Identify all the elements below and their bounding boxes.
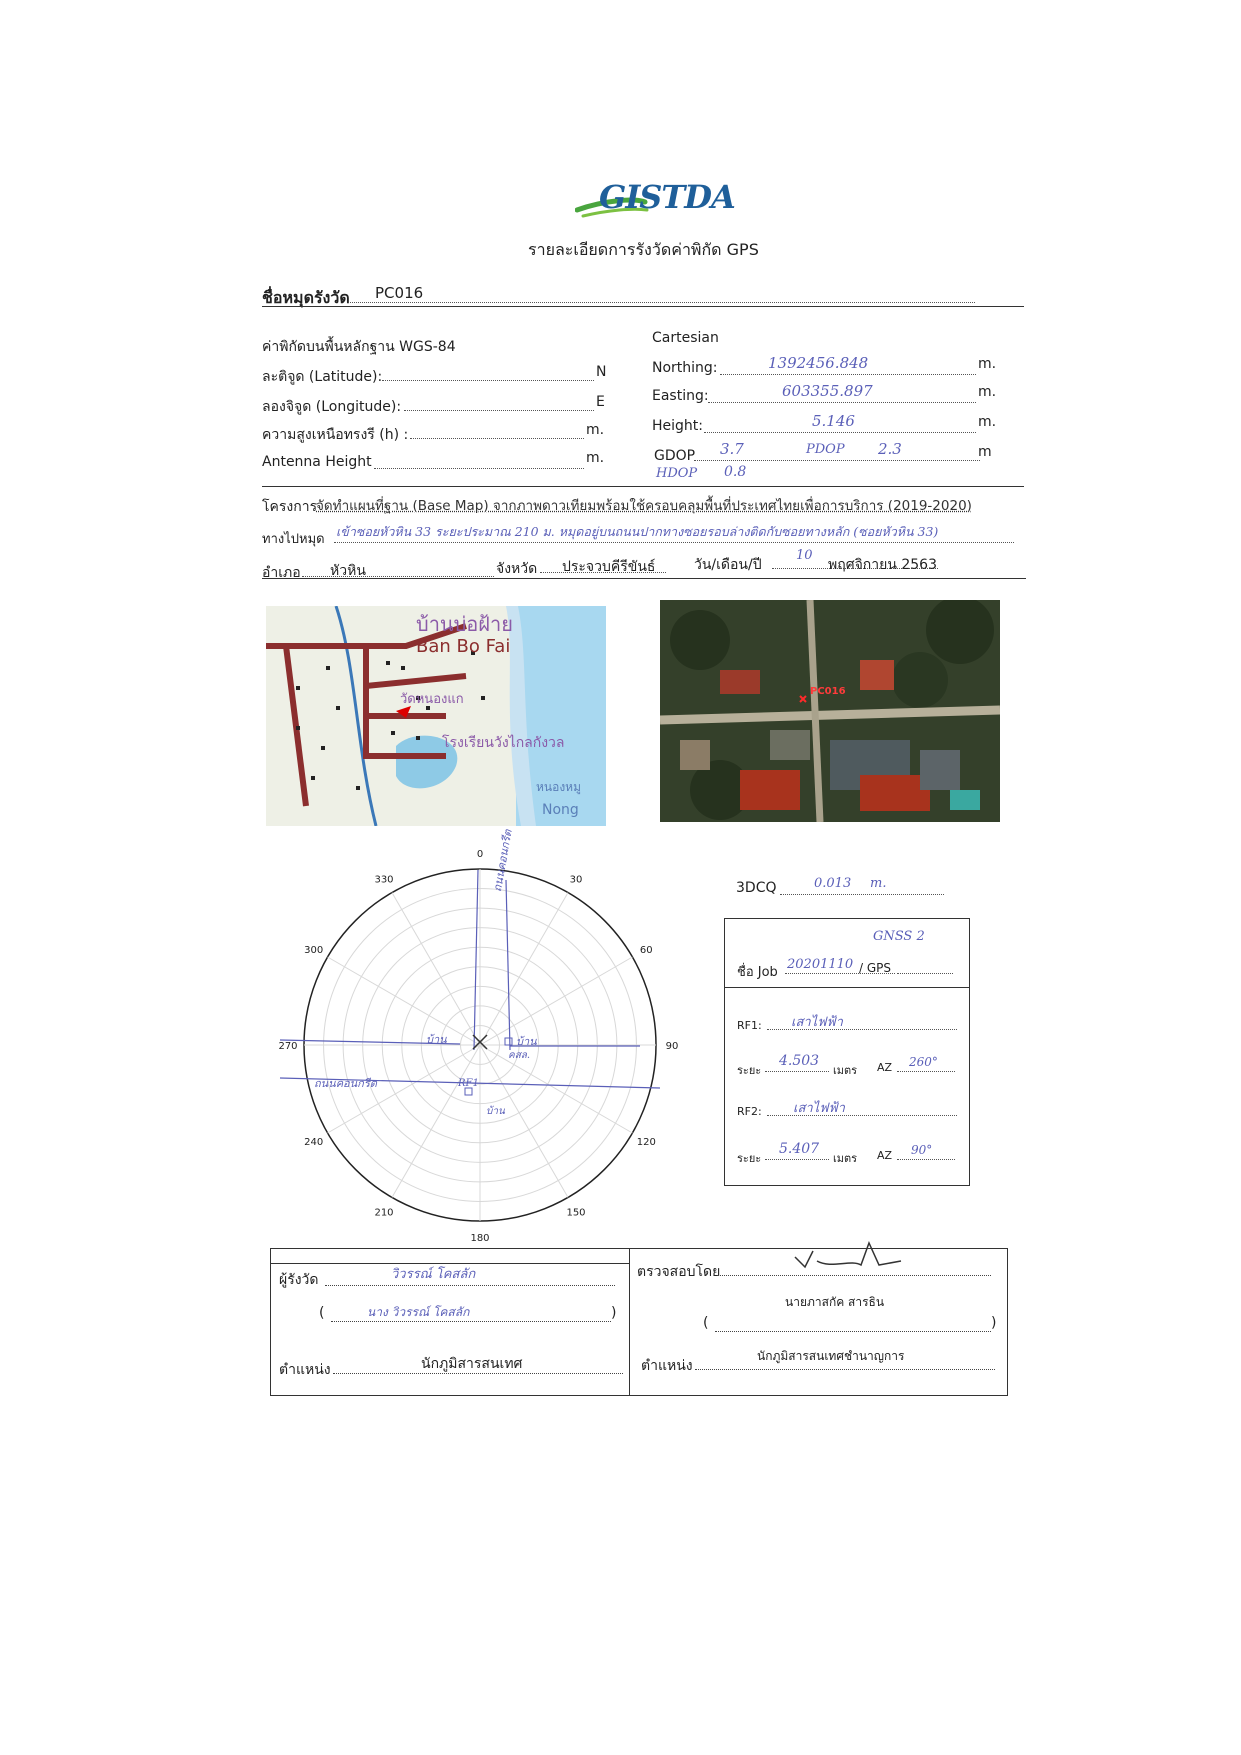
note-rf1: RF1 (458, 1078, 479, 1089)
polar-tick-label: 30 (569, 874, 583, 886)
map-village-th: บ้านบ่อฝ้าย (416, 612, 513, 636)
checker-position-label: ตำแหน่ง (641, 1358, 693, 1374)
rf2-label: RF2: (737, 1105, 762, 1118)
map-pond-th: หนองหมู (536, 780, 581, 794)
d2-label: ระยะ (737, 1152, 762, 1165)
az2-value: 90° (911, 1143, 933, 1157)
checker-label: ตรวจสอบโดย (637, 1264, 721, 1280)
logo-text: GISTDA (599, 178, 735, 216)
antenna-unit: m. (586, 450, 605, 466)
polar-tick-label: 150 (566, 1207, 586, 1219)
sketch-road-line (506, 880, 510, 1050)
surveyor-position: นักภูมิสารสนเทศ (421, 1356, 523, 1372)
note-road-left: ถนนคอนกรีต (314, 1077, 377, 1090)
district-label: อำเภอ (262, 565, 301, 581)
job-value: 20201110 (787, 957, 854, 972)
hdop-value: 0.8 (724, 464, 747, 480)
sat-point-label: PC016 (810, 686, 846, 697)
gps-label: / GPS (859, 961, 892, 975)
height-unit: m. (978, 414, 997, 430)
dcq-value: 0.013 (814, 876, 852, 891)
h-unit: m. (586, 422, 605, 438)
polar-tick-label: 180 (470, 1233, 490, 1244)
cartesian-heading: Cartesian (652, 330, 719, 346)
rf1-value: เสาไฟฟ้า (791, 1015, 843, 1030)
rf1-label: RF1: (737, 1019, 762, 1032)
station-label: ชื่อหมุดรังวัด (262, 288, 350, 307)
dcq-unit: m. (870, 876, 887, 891)
hdop-label: HDOP (656, 466, 698, 481)
surveyor-label: ผู้รังวัด (279, 1272, 319, 1288)
gdop-value: 3.7 (720, 440, 744, 458)
d2-unit: เมตร (833, 1152, 858, 1165)
polar-tick-label: 0 (476, 850, 484, 860)
lat-unit: N (596, 364, 607, 380)
az1-value: 260° (909, 1055, 938, 1069)
map-school: โรงเรียนวังไกลกังวล (442, 735, 565, 751)
date-rest: พฤศจิกายน 2563 (828, 557, 937, 573)
antenna-label: Antenna Height (262, 454, 372, 470)
easting-value: 603355.897 (782, 382, 873, 400)
sketch-rf2-marker (505, 1038, 512, 1045)
height-value: 5.146 (812, 412, 855, 430)
az2-label: AZ (877, 1149, 893, 1162)
polar-tick-label: 270 (278, 1041, 298, 1052)
polar-tick-label: 60 (639, 945, 653, 956)
d2-value: 5.407 (779, 1141, 820, 1157)
surveyor-signature: วิวรรณ์ โคสลัก (391, 1267, 476, 1282)
map-temple: วัดหนองแก (400, 692, 464, 707)
note-house-left: บ้าน (426, 1033, 447, 1046)
map-pond-en: Nong (542, 802, 579, 818)
polar-tick-label: 210 (374, 1207, 394, 1219)
checker-name: นายภาสกัค สารธิน (785, 1295, 885, 1309)
page-title: รายละเอียดการรังวัดค่าพิกัด GPS (528, 240, 759, 259)
pdop-label: PDOP (806, 442, 845, 457)
note-house-right: บ้าน (516, 1035, 537, 1048)
date-day: 10 (796, 548, 813, 563)
lon-label: ลองจิจูด (Longitude): (262, 399, 402, 415)
sketch-road-line (474, 870, 478, 1050)
satellite-image (660, 600, 1000, 822)
job-label: ชื่อ Job (737, 965, 778, 980)
d1-value: 4.503 (779, 1053, 820, 1069)
note-house-right2: คสล. (508, 1050, 531, 1061)
gdop-label: GDOP (654, 448, 696, 464)
easting-label: Easting: (652, 388, 709, 404)
map-village-en: Ban Bo Fai (416, 636, 511, 657)
northing-label: Northing: (652, 360, 718, 376)
logo (575, 172, 735, 224)
note-house-bottom: บ้าน (486, 1106, 505, 1117)
polar-plot-svg (260, 850, 700, 1260)
az1-label: AZ (877, 1061, 893, 1074)
wgs-heading: ค่าพิกัดบนพื้นหลักฐาน WGS-84 (262, 339, 456, 355)
district-value: หัวหิน (330, 563, 366, 579)
rf2-value: เสาไฟฟ้า (793, 1101, 845, 1116)
checker-signature-icon (791, 1239, 911, 1273)
northing-value: 1392456.848 (768, 354, 869, 372)
polar-tick-label: 90 (665, 1041, 679, 1052)
d1-label: ระยะ (737, 1064, 762, 1077)
note-road-top: ถนนคอนกรีต (490, 828, 515, 893)
polar-plot (260, 828, 700, 1260)
easting-unit: m. (978, 384, 997, 400)
lon-unit: E (596, 394, 605, 410)
reference-box (724, 918, 970, 1186)
h-label: ความสูงเหนือทรงรี (h) : (262, 427, 409, 443)
northing-unit: m. (978, 356, 997, 372)
checker-position: นักภูมิสารสนเทศชำนาญการ (757, 1349, 905, 1363)
signoff-box: ผู้รังวัด วิวรรณ์ โคสลัก ( นาง วิวรรณ์ โคสลัก ) ตำแหน่ง นักภูมิสารสนเทศ ตรวจสอบโดย นายภาสกัค สารธิน ( ) นักภูมิสารสนเทศชำนาญการ ตำแหน่ง (270, 1248, 1008, 1396)
topo-map (266, 606, 606, 826)
gdop-unit: m (978, 444, 992, 460)
province-value: ประจวบคีรีขันธ์ (562, 559, 656, 575)
surveyor-name: นาง วิวรรณ์ โคสลัก (367, 1305, 470, 1319)
dcq-label: 3DCQ (736, 880, 777, 896)
province-label: จังหวัด (496, 561, 538, 577)
polar-tick-label: 240 (304, 1137, 324, 1148)
pdop-value: 2.3 (878, 440, 902, 458)
gnss-label: GNSS 2 (873, 929, 925, 944)
lat-label: ละติจูด (Latitude): (262, 369, 383, 385)
route-label: ทางไปหมุด (262, 532, 325, 547)
height-label: Height: (652, 418, 703, 434)
polar-tick-label: 330 (374, 874, 394, 886)
d1-unit: เมตร (833, 1064, 858, 1077)
project-label: โครงการ (262, 499, 318, 515)
polar-tick-label: 120 (636, 1137, 656, 1148)
station-value: PC016 (375, 284, 424, 302)
surveyor-position-label: ตำแหน่ง (279, 1362, 331, 1378)
project-value: จัดทำแผนที่ฐาน (Base Map) จากภาพดาวเทียมพร้อมใช้ครอบคลุมพื้นที่ประเทศไทยเพื่อการบริการ (2019-2020) (316, 498, 972, 514)
polar-tick-label: 300 (304, 945, 324, 956)
sketch-rf1-marker (465, 1088, 472, 1095)
date-label: วัน/เดือน/ปี (694, 557, 762, 573)
route-value: เข้าซอยหัวหิน 33 ระยะประมาณ 210 ม. หมุดอยู่บนถนนปากทางซอยรอบล่างติดกับซอยทางหลัก (ซอยหัวหิน 33) (336, 524, 939, 539)
